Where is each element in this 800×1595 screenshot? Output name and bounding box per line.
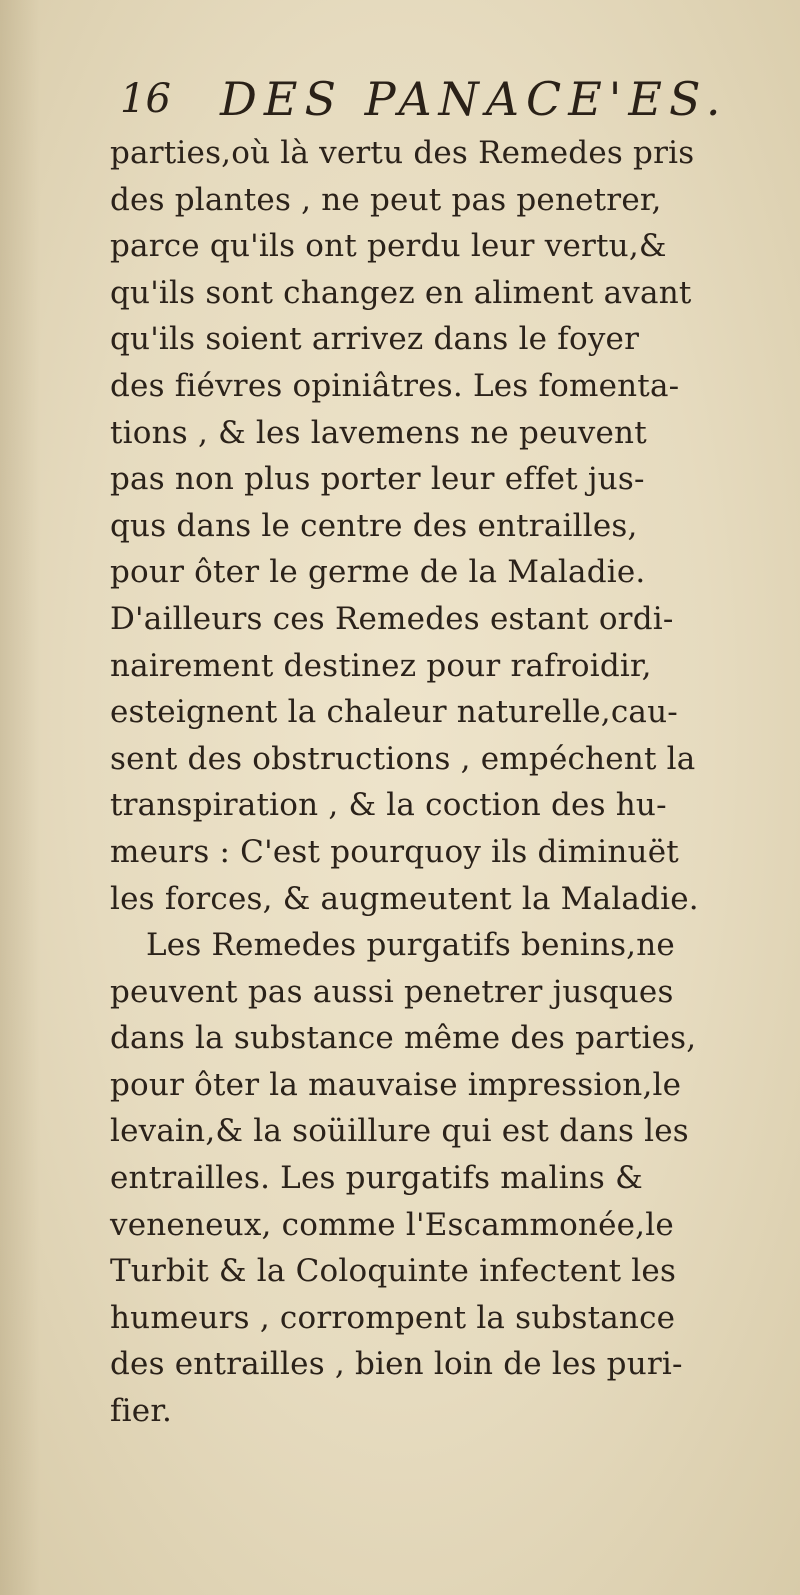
body-text <box>110 130 760 1435</box>
text-line: D'ailleurs ces Remedes estant ordi- <box>110 600 674 637</box>
text-line: transpiration , & la coction des hu- <box>110 787 667 824</box>
text-line: pour ôter la mauvaise impression,le <box>110 1066 682 1103</box>
text-line: les forces, & augmeutent la Maladie. <box>110 880 699 917</box>
text-line: humeurs , corrompent la substance <box>110 1299 676 1336</box>
text-line: qu'ils soient arrivez dans le foyer <box>110 321 640 358</box>
text-line: des plantes , ne peut pas penetrer, <box>110 181 662 218</box>
page-number: 16 <box>120 76 171 122</box>
text-line: peuvent pas aussi penetrer jusques <box>110 973 674 1010</box>
text-line: Les Remedes purgatifs benins,ne <box>146 927 675 964</box>
text-line: dans la substance même des parties, <box>110 1020 697 1057</box>
text-line: pas non plus porter leur effet jus- <box>110 461 645 498</box>
text-line: esteignent la chaleur naturelle,cau- <box>110 694 678 731</box>
text-line: sent des obstructions , empéchent la <box>110 740 696 777</box>
text-line: Turbit & la Coloquinte infectent les <box>110 1253 677 1290</box>
text-line: levain,& la soüillure qui est dans les <box>110 1113 689 1150</box>
text-line: meurs : C'est pourquoy ils diminuët <box>110 833 679 870</box>
text-line: parties,où là vertu des Remedes pris <box>110 135 695 171</box>
text-line: qus dans le centre des entrailles, <box>110 507 638 544</box>
text-line: veneneux, comme l'Escammonée,le <box>110 1206 674 1243</box>
running-title: DES PANACE'ES. <box>220 72 728 126</box>
text-line: des fiévres opiniâtres. Les fomenta- <box>110 367 680 404</box>
text-line: parce qu'ils ont perdu leur vertu,& <box>110 228 667 265</box>
text-line: qu'ils sont changez en aliment avant <box>110 274 692 311</box>
text-line: fier. <box>110 1393 173 1430</box>
page-edge-shadow <box>0 0 40 1595</box>
text-line: pour ôter le germe de la Maladie. <box>110 554 646 591</box>
text-line: nairement destinez pour rafroidir, <box>110 647 652 684</box>
text-line: des entrailles , bien loin de les puri- <box>110 1346 683 1383</box>
text-line: entrailles. Les purgatifs malins & <box>110 1160 643 1197</box>
text-line: tions , & les lavemens ne peuvent <box>110 414 647 451</box>
